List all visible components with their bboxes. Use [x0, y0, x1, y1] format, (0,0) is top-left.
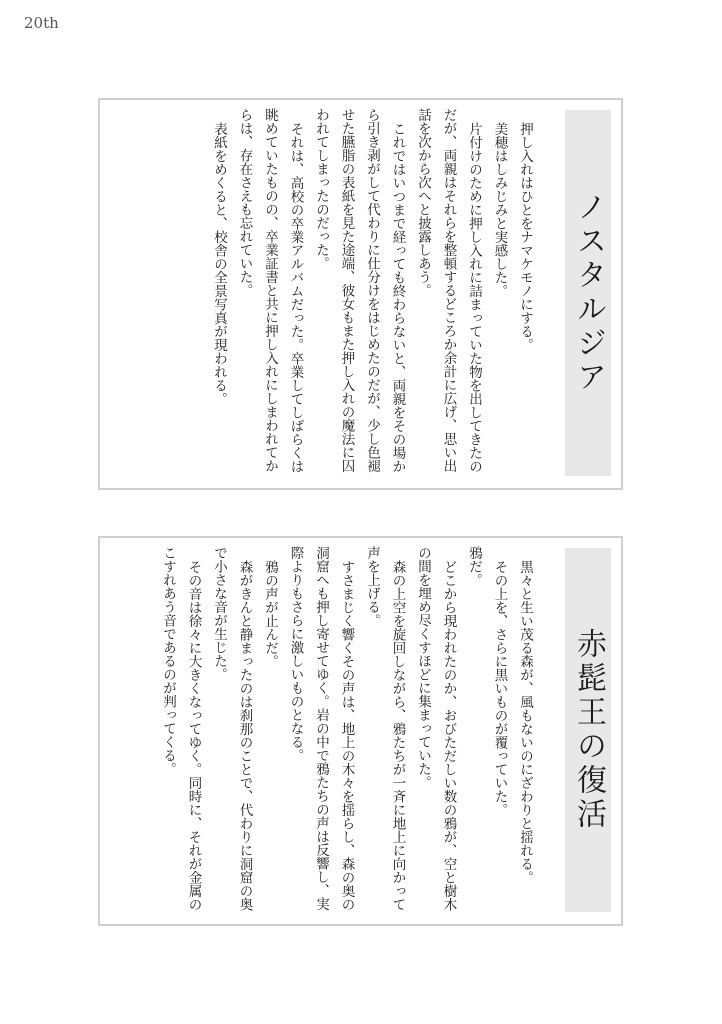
- paragraph: これではいつまで経っても終わらないと、両親をその場から引き剥がして代わりに仕分けをはじめたのだが、少し色褪せた臙脂の表紙を見た途端、彼女もまた押し入れの魔法に囚われてしまったのだった。: [313, 108, 406, 473]
- story-title: 赤髭王の復活: [565, 548, 611, 912]
- paragraph: 鴉の声が止んだ。: [262, 559, 278, 668]
- story-card-redbeard: [98, 536, 623, 926]
- paragraph: その音は徐々に大きくなってゆく。同時に、それが金属のこすれあう音であるのが判ってくる。: [160, 546, 202, 911]
- paragraph: 表紙をめくると、校舎の全景写真が現われる。: [211, 121, 227, 405]
- paragraph: すさまじく響くその声は、地上の木々を揺らし、森の奥の洞窟へも押し寄せてゆく。岩の中で鴉たちの声は反響し、実際よりもさらに激しいものとなる。: [287, 546, 355, 911]
- story-card-nostalgia: [98, 98, 623, 490]
- paragraph: どこから現われたのか、おびただしい数の鴉が、空と樹木の間を埋め尽くすほどに集まっていた。: [415, 546, 457, 911]
- paragraph: 黒々と生い茂る森が、風もないのにざわりと揺れる。: [517, 559, 533, 884]
- page-label: 20th: [24, 14, 59, 32]
- paragraph: それは、高校の卒業アルバムだった。卒業してしばらくは眺めていたものの、卒業証書と共に押し入れにしまわれてからは、存在さえも忘れていた。: [236, 108, 304, 473]
- paragraph: 押し入れはひとをナマケモノにする。: [517, 121, 533, 351]
- story-body: [108, 546, 537, 916]
- story-body: [108, 108, 537, 480]
- paragraph: 片付けのために押し入れに詰まっていた物を出してきたのだが、両親はそれらを整頓するどころか余計に広げ、思い出話を次から次へと披露しあう。: [415, 108, 482, 473]
- paragraph: 鴉だ。: [466, 546, 482, 587]
- paragraph: 美穂はしみじみと実感した。: [491, 121, 508, 297]
- paragraph: その上を、さらに黒いものが覆っていた。: [491, 559, 508, 816]
- paragraph: 森の上空を旋回しながら、鴉たちが一斉に地上に向かって声を上げる。: [364, 546, 406, 911]
- story-title: ノスタルジア: [565, 110, 611, 476]
- paragraph: 森がきんと静まったのは刹那のことで、代わりに洞窟の奥で小さな音が生じた。: [211, 546, 253, 911]
